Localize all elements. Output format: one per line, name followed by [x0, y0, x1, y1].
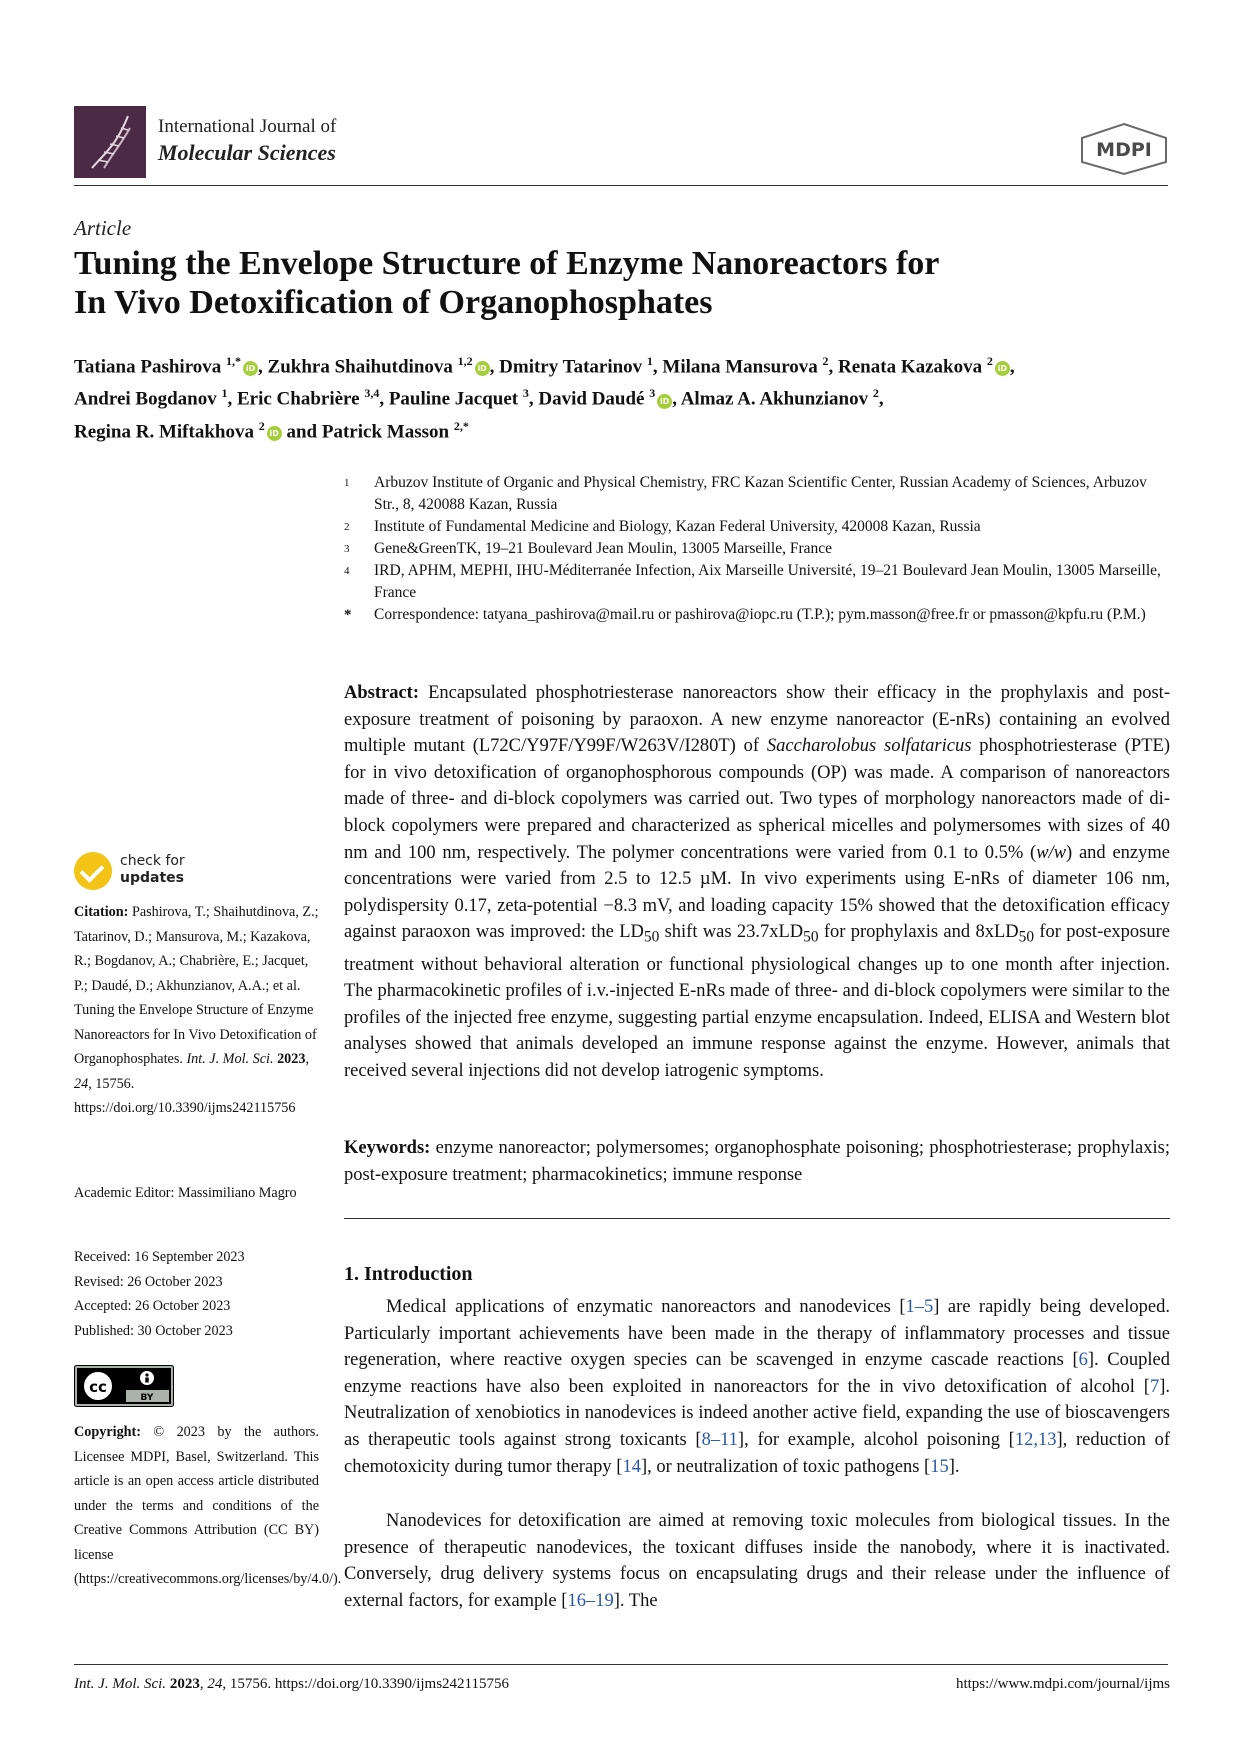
- checkmark-icon: [74, 852, 112, 890]
- orcid-icon[interactable]: iD: [995, 361, 1010, 376]
- author-affiliation-sup: 3,4: [364, 386, 380, 401]
- affiliation-text: Gene&GreenTK, 19–21 Boulevard Jean Moulin, 13005 Marseille, France: [374, 540, 832, 557]
- author-list: Tatiana Pashirova $^{1,*}$iD , Zukhra Shaihutdinova $^{1,2}$iD , Dmitry Tatarinov $^1$, Milana Mansurova $^2$, Renata Kazakova $^2$iD , Andrei Bogdanov $^1$, Eric Chabrière $^{3,4}$, Pauline Jacquet $^3$, David Daudé $^3$iD , Almaz A. Akhunzianov $^2$, Regina R. Miftakhova $^2$iD and Patrick Masson $^{2,*}$: [74, 354, 1015, 442]
- author-affiliation-sup: 2: [258, 418, 265, 433]
- footer-doi-link[interactable]: , 15756. https://doi.org/10.3390/ijms242115756: [222, 1676, 509, 1692]
- author-name: Zukhra Shaihutdinova: [267, 356, 458, 378]
- affiliation-item: [344, 516, 1170, 538]
- title-line1: Tuning the Envelope Structure of Enzyme Nanoreactors for: [74, 245, 940, 282]
- author-name: Milana Mansurova: [662, 356, 823, 378]
- reference-link[interactable]: 8–11: [701, 1429, 738, 1450]
- author-affiliation-sup: 1,2: [457, 354, 473, 368]
- keywords: Keywords: enzyme nanoreactor; polymersomes; organophosphate poisoning; phosphotriesterase; prophylaxis; post-exposure treatment; pharmacokinetics; immune response: [344, 1138, 1170, 1185]
- abstract: Abstract: Encapsulated phosphotriesterase nanoreactors show their efficacy in the prophylaxis and post-exposure treatment of poisoning by paraoxon. A new enzyme nanoreactor (E-nRs) containing an evolved multiple mutant (L72C/Y97F/Y99F/W263V/I280T) of Saccharolobus solfataricus phosphotriesterase (PTE) for in vivo detoxification of organophosphorous compounds (OP) was made. A comparison of nanoreactors made of three- and di-block copolymers was carried out. Two types of morphology nanoreactors made of di-block copolymers were prepared and characterized as spherical micelles and polymersomes with sizes of 40 nm and 100 nm, respectively. The polymer concentrations were varied from 0.1 to 0.5% (w/w) and enzyme concentrations were varied from 2.5 to 12.5 µM. In vivo experiments using E-nRs of diameter 106 nm, polydispersity 0.17, zeta-potential −8.3 mV, and loading capacity 15% showed that the detoxification efficacy against paraoxon was improved: the $LD_{50}$ shift was 23.7xLD$_{50}$ for prophylaxis and 8xLD$_{50}$ for post-exposure treatment without behavioral alteration or functional physiological changes up to one month after injection. The pharmacokinetic profiles of i.v.-injected E-nRs made of three- and di-block copolymers were similar to the profiles of the injected free enzyme, suggesting partial enzyme encapsulation. Indeed, ELISA and Western blot analyses showed that animals developed an immune response against the enzyme. However, animals that received several injections did not develop iatrogenic symptoms.: [344, 683, 1171, 1081]
- author-affiliation-sup: 3: [649, 386, 656, 401]
- affiliation-number: 1: [344, 477, 350, 489]
- affiliation-item: [344, 538, 1170, 560]
- check-updates-text: check for: [120, 853, 185, 869]
- footer-rule: [74, 1664, 1168, 1665]
- section-heading-introduction: 1. Introduction: [344, 1263, 473, 1285]
- title-line2: In Vivo Detoxification of Organophosphates: [74, 284, 713, 321]
- affiliation-number: 4: [344, 565, 350, 577]
- author-affiliation-sup: 1: [646, 354, 653, 368]
- affiliation-text: Institute of Fundamental Medicine and Biology, Kazan Federal University, 420008 Kazan, Russia: [374, 518, 981, 535]
- affiliation-item: [344, 604, 1170, 626]
- affiliation-item: [344, 472, 1170, 516]
- affiliations: [344, 472, 1170, 626]
- paper-title: [74, 244, 1168, 322]
- reference-link[interactable]: 14: [622, 1456, 641, 1477]
- author-affiliation-sup: 2: [822, 354, 829, 368]
- author-name: Pauline Jacquet: [388, 388, 523, 410]
- svg-text:cc: cc: [89, 1378, 107, 1396]
- journal-name-line1: International Journal of: [158, 116, 337, 137]
- orcid-icon[interactable]: iD: [267, 426, 282, 441]
- orcid-icon[interactable]: iD: [475, 361, 490, 376]
- cc-by-license-badge[interactable]: [74, 1365, 174, 1407]
- author-affiliation-sup: 1,*: [226, 354, 242, 368]
- citation-label: Citation:: [74, 904, 129, 920]
- article-type: Article: [74, 216, 132, 240]
- footer-journal-url[interactable]: https://www.mdpi.com/journal/ijms: [955, 1676, 1170, 1692]
- abstract-label: Abstract:: [344, 683, 420, 703]
- reference-link[interactable]: 16–19: [567, 1590, 614, 1611]
- check-updates-text-bold: updates: [120, 870, 184, 886]
- accepted-date: Accepted: 26 October 2023: [74, 1298, 231, 1314]
- reference-link[interactable]: 12,13: [1014, 1429, 1057, 1450]
- copyright-notice: Copyright: © 2023 by the authors. Licensee MDPI, Basel, Switzerland. This article is an open access article distributed under the terms and conditions of the Creative Commons Attribution (CC BY) license (https://creativecommons.org/licenses/by/4.0/).: [74, 1424, 342, 1587]
- cc-by-icon: [74, 1365, 174, 1407]
- author-name: Tatiana Pashirova: [74, 356, 227, 378]
- affiliation-number: 3: [344, 543, 350, 555]
- orcid-icon[interactable]: iD: [657, 394, 672, 409]
- footer-citation: Int. J. Mol. Sci. 2023, 24, 15756. https://doi.org/10.3390/ijms242115756: [74, 1676, 509, 1692]
- check-for-updates-button[interactable]: [74, 852, 214, 892]
- author-affiliation-sup: 1: [221, 386, 228, 401]
- reference-link[interactable]: 1–5: [905, 1297, 934, 1317]
- svg-text:BY: BY: [140, 1393, 154, 1403]
- affiliation-text: Arbuzov Institute of Organic and Physical Chemistry, FRC Kazan Scientific Center, Russian Academy of Sciences, Arbuzov Str., 8, 420088 Kazan, Russia: [374, 474, 1147, 513]
- reference-link[interactable]: 15: [930, 1456, 949, 1477]
- author-affiliation-sup: 3: [522, 386, 529, 401]
- author-name: Patrick Masson: [321, 420, 454, 442]
- academic-editor: Academic Editor: Massimiliano Magro: [74, 1185, 297, 1201]
- citation-doi[interactable]: , 15756. https://doi.org/10.3390/ijms242115756: [74, 1075, 296, 1116]
- reference-link[interactable]: 6: [1078, 1350, 1088, 1371]
- publication-dates: [74, 1245, 319, 1343]
- mdpi-logo: [1078, 122, 1170, 176]
- species-name: Saccharolobus solfataricus: [766, 736, 972, 757]
- author-name: Eric Chabrière: [236, 388, 365, 410]
- author-name: Almaz A. Akhunzianov: [680, 388, 873, 410]
- published-date: Published: 30 October 2023: [74, 1322, 233, 1339]
- journal-logo: [74, 106, 146, 178]
- author-affiliation-sup: 2: [986, 354, 993, 368]
- affiliation-text: Correspondence: tatyana_pashirova@mail.ru or pashirova@iopc.ru (T.P.); pym.masson@free.fr or pmasson@kpfu.ru (P.M.): [374, 606, 1146, 623]
- affiliation-number: 2: [344, 521, 350, 533]
- author-affiliation-sup: 2,*: [453, 418, 469, 433]
- citation: Citation: Pashirova, T.; Shaihutdinova, Z.; Tatarinov, D.; Mansurova, M.; Kazakova, R.; Bogdanov, A.; Chabrière, E.; Jacquet, P.; Daudé, D.; Akhunzianov, A.A.; et al. Tuning the Envelope Structure of Enzyme Nanoreactors for In Vivo Detoxification of Organophosphates. Int. J. Mol. Sci. 2023, 24, 15756. https://doi.org/10.3390/ijms242115756: [74, 904, 319, 1116]
- intro-paragraph-1: Medical applications of enzymatic nanoreactors and nanodevices [1–5] are rapidly being developed. Particularly important achievements have been made in the therapy of inflammatory processes and tissue regeneration, where reactive oxygen species can be scavenged in enzyme cascade reactions [6]. Coupled enzyme reactions have also been exploited in nanoreactors for the in vivo detoxification of alcohol [7]. Neutralization of xenobiotics in nanodevices is indeed another active field, expanding the use of bioscavengers as therapeutic tools against strong toxicants [8–11], for example, alcohol poisoning [12,13], reduction of chemotoxicity during tumor therapy [14], or neutralization of toxic pathogens [15].: [344, 1297, 1171, 1477]
- copyright-label: Copyright:: [74, 1424, 141, 1440]
- publisher-name: MDPI: [1096, 139, 1152, 161]
- author-name: Renata Kazakova: [838, 356, 987, 378]
- revised-date: Revised: 26 October 2023: [74, 1273, 223, 1290]
- received-date: Received: 16 September 2023: [74, 1249, 245, 1265]
- affiliation-item: [344, 560, 1170, 604]
- affiliation-number: *: [344, 607, 352, 623]
- reference-link[interactable]: 7: [1149, 1376, 1160, 1397]
- header-rule: [74, 185, 1168, 186]
- orcid-icon[interactable]: iD: [243, 361, 258, 376]
- author-name: Dmitry Tatarinov: [499, 356, 647, 378]
- keywords-label: Keywords:: [344, 1138, 431, 1158]
- intro-paragraph-2: Nanodevices for detoxification are aimed at removing toxic molecules from biological tissues. In the presence of therapeutic nanodevices, the toxicant diffuses inside the nanobody, where it is inactivated. Conversely, drug delivery systems focus on encapsulating drugs and their release under the influence of external factors, for example [16–19]. The: [344, 1511, 1170, 1611]
- dna-helix-icon: [74, 106, 146, 178]
- author-affiliation-sup: 2: [872, 386, 879, 401]
- author-name: Regina R. Miftakhova: [74, 420, 259, 442]
- journal-name-line2: Molecular Sciences: [158, 140, 336, 165]
- author-name: Andrei Bogdanov: [74, 388, 222, 410]
- affiliation-text: IRD, APHM, MEPHI, IHU-Méditerranée Infection, Aix Marseille Université, 19–21 Boulevard Jean Moulin, 13005 Marseille, France: [374, 562, 1161, 601]
- abstract-rule: [344, 1218, 1170, 1219]
- author-name: David Daudé: [538, 388, 650, 410]
